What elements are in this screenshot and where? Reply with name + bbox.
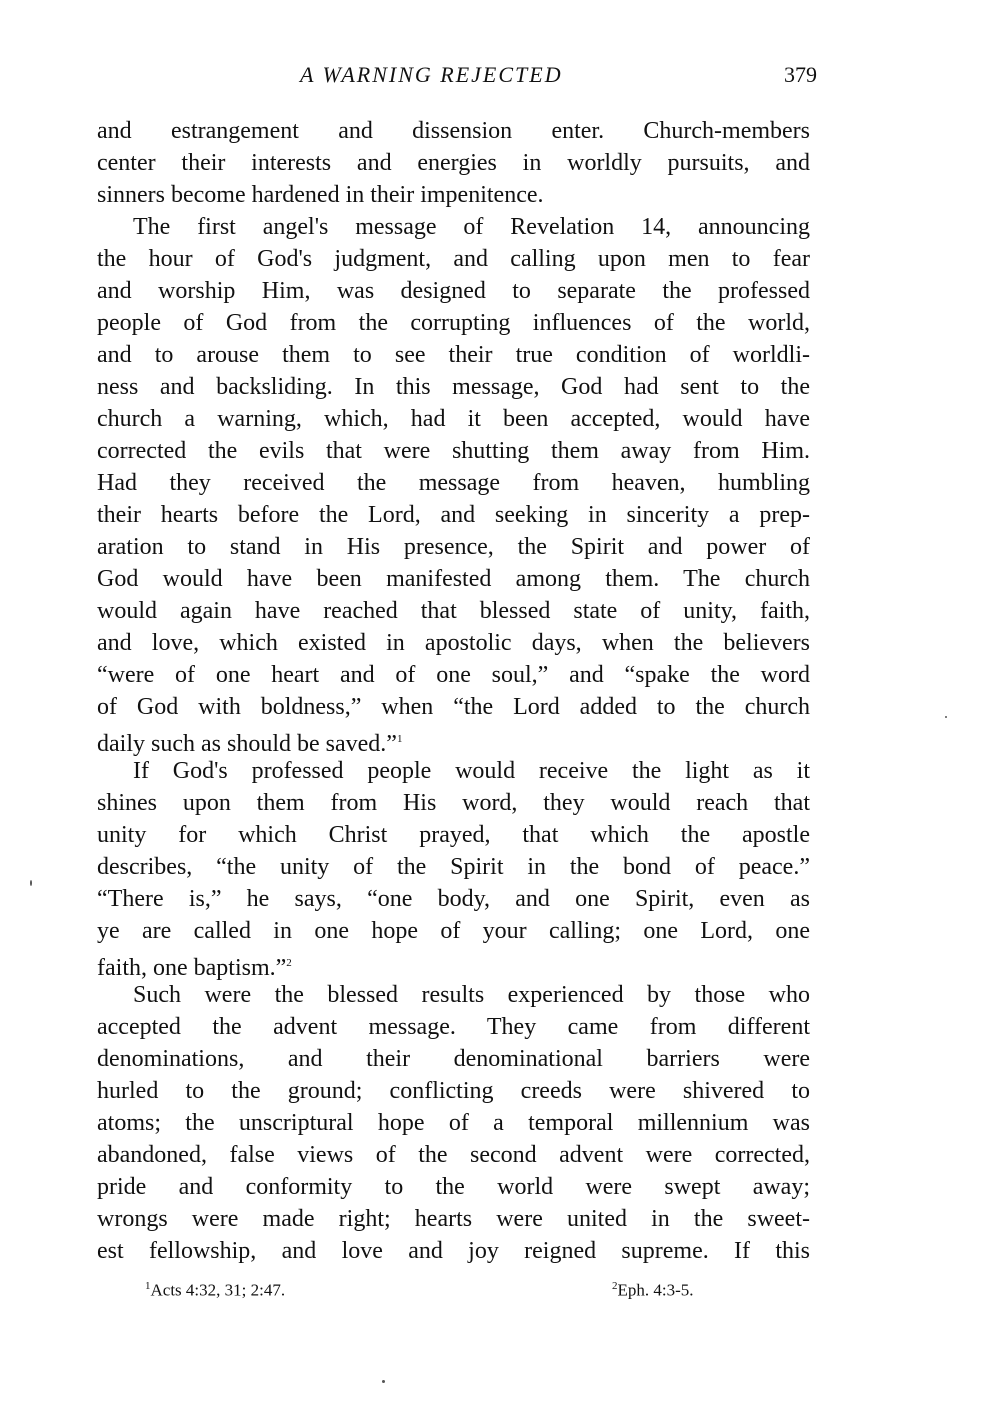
footnote-ref: 1: [396, 733, 403, 745]
text-line: accepted the advent message. They came from different: [97, 1014, 810, 1040]
text-line: Had they received the message from heaven, humbling: [97, 470, 810, 496]
text-line: and worship Him, was designed to separate the professed: [97, 278, 810, 304]
footnote-ref: 2: [286, 957, 292, 969]
paragraph: [97, 211, 810, 755]
text-line: ye are called in one hope of your calling; one Lord, one: [97, 918, 810, 944]
text-line: pride and conformity to the world were swept away;: [97, 1174, 810, 1200]
text-line: unity for which Christ prayed, that which the apostle: [97, 822, 810, 848]
text-line: “were of one heart and of one soul,” and “spake the word: [97, 662, 810, 688]
text-line: “There is,” he says, “one body, and one Spirit, even as: [97, 886, 810, 912]
text-line: est fellowship, and love and joy reigned supreme. If this: [97, 1238, 810, 1264]
text-line: church a warning, which, had it been accepted, would have: [97, 406, 810, 432]
footnote-2: $^2$Eph. 4:3-5.: [612, 1280, 694, 1300]
text-line: faith, one baptism.”$^2$: [97, 955, 292, 981]
page-header: [0, 62, 1000, 94]
text-line: their hearts before the Lord, and seeking in sincerity a prep-: [97, 502, 810, 528]
text-line: of God with boldness,” when “the Lord added to the church: [97, 694, 810, 720]
text-line: corrected the evils that were shutting them away from Him.: [97, 438, 810, 464]
text-line: abandoned, false views of the second advent were corrected,: [97, 1142, 810, 1168]
body-text: [97, 115, 810, 1267]
text-line: would again have reached that blessed state of unity, faith,: [97, 598, 810, 624]
text-line: people of God from the corrupting influences of the world,: [97, 310, 810, 336]
text-line: aration to stand in His presence, the Spirit and power of: [97, 534, 810, 560]
text-line: the hour of God's judgment, and calling upon men to fear: [97, 246, 810, 272]
page-number: 379: [784, 62, 817, 87]
text-line: ness and backsliding. In this message, God had sent to the: [97, 374, 810, 400]
text-line: and to arouse them to see their true condition of worldli-: [97, 342, 810, 368]
text-line: daily such as should be saved.”$^1$: [97, 731, 403, 757]
text-line: wrongs were made right; hearts were united in the sweet-: [97, 1206, 810, 1232]
text-line: shines upon them from His word, they would reach that: [97, 790, 810, 816]
text-line: describes, “the unity of the Spirit in the bond of peace.”: [97, 854, 810, 880]
running-title: A WARNING REJECTED: [300, 62, 563, 87]
paragraph: [97, 755, 810, 979]
paragraph: [97, 979, 810, 1267]
text-line: and love, which existed in apostolic days, when the believers: [97, 630, 810, 656]
text-line: God would have been manifested among them. The church: [97, 566, 810, 592]
footnote-1: $^1$Acts 4:32, 31; 2:47.: [145, 1280, 286, 1300]
text-line: and estrangement and dissension enter. Church-members: [97, 118, 810, 144]
text-line: denominations, and their denominational barriers were: [97, 1046, 810, 1072]
paragraph: [97, 115, 810, 211]
speck: [945, 716, 947, 718]
text-line: center their interests and energies in worldly pursuits, and: [97, 150, 810, 176]
speck: [30, 880, 32, 886]
text-line: If God's professed people would receive the light as it: [133, 758, 810, 784]
speck: [382, 1380, 385, 1383]
text-line: Such were the blessed results experienced by those who: [133, 982, 810, 1008]
text-line: atoms; the unscriptural hope of a temporal millennium was: [97, 1110, 810, 1136]
text-line: sinners become hardened in their impenitence.: [97, 182, 544, 208]
text-line: The first angel's message of Revelation 14, announcing: [133, 214, 810, 240]
text-line: hurled to the ground; conflicting creeds were shivered to: [97, 1078, 810, 1104]
